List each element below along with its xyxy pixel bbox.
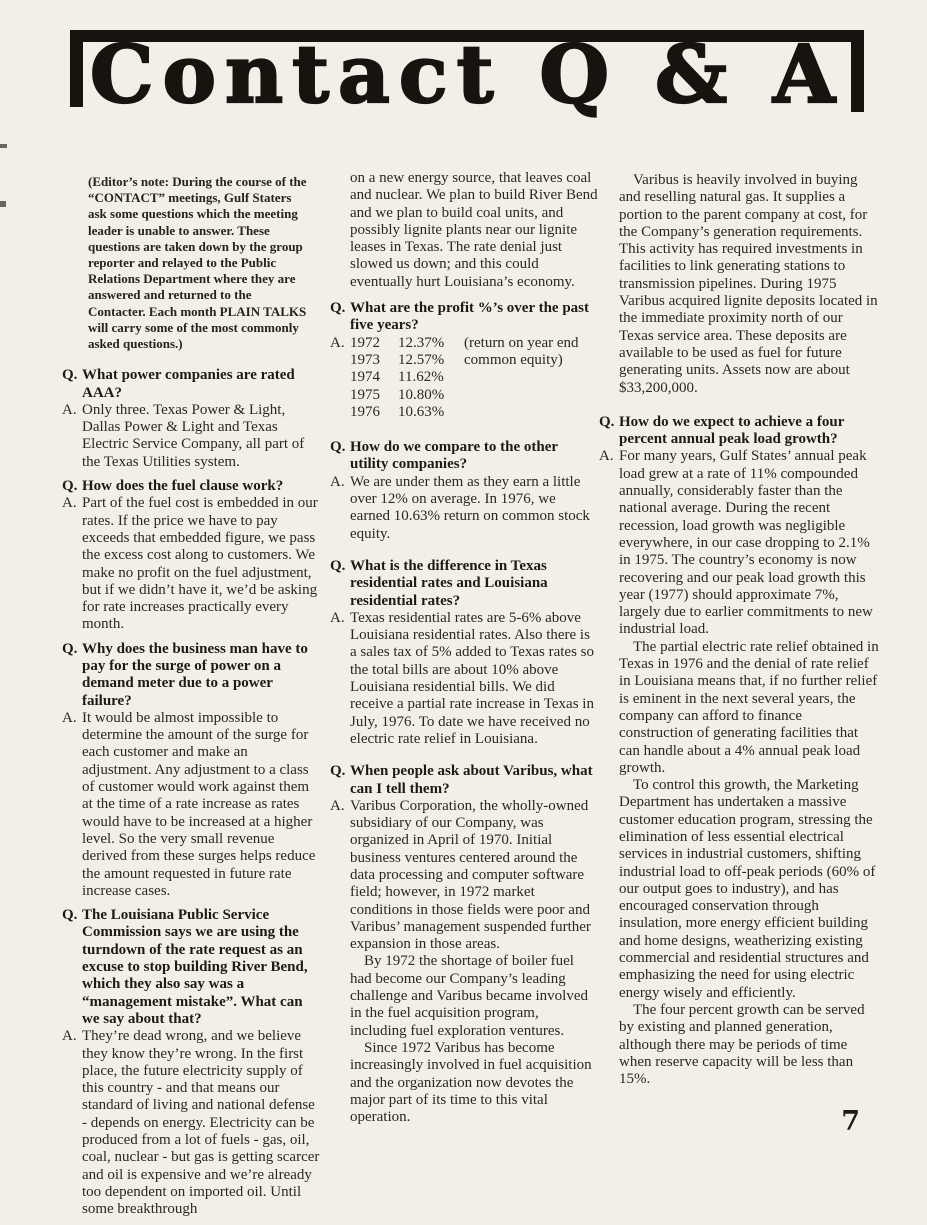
year-cell: 1973 xyxy=(350,351,380,368)
qa-block-varibus xyxy=(330,763,598,1126)
question-text: How does the fuel clause work? xyxy=(82,478,284,495)
table-row xyxy=(350,352,598,369)
question xyxy=(330,300,598,335)
answer-paragraph: The partial electric rate relief obtained in Texas in 1976 and the denial of rate relief in Louisiana means that, if no further relief is eminent in the next several years, the company can afford to finance construction of generating facilities that can handle about a 4% annual peak load growth. xyxy=(619,638,879,776)
answer xyxy=(62,710,320,900)
answer-text: For many years, Gulf States’ annual peak load grew at a rate of 11% compounded annually, considerably faster than the national average. During the recent recession, load growth was negligible everywhere, in our case dropping to 2.1% in 1975. The country’s economy is now recovering and our peak load growth this year (1977) should approximate 7%, largely due to earlier commitments to new industrial load. xyxy=(619,448,873,638)
note-cell xyxy=(464,387,598,404)
question xyxy=(62,907,320,1028)
q-label: Q. xyxy=(599,413,615,430)
a-label: A. xyxy=(599,448,614,465)
year-cell: 1974 xyxy=(350,369,380,386)
editors-note: (Editor’s note: During the course of the “CONTACT” meetings, Gulf Staters ask some questions which the meeting leader is unable to answer. These questions are taken down by the group reporter and relayed to the Public Relations Department where they are answered and returned to the Contacter. Each month PLAIN TALKS will carry some of the most commonly asked questions.) xyxy=(88,174,307,352)
answer-paragraph: To control this growth, the Marketing Department has undertaken a massive customer education program, stressing the elimination of less essential electrical services in industrial customers, shifting industrial load to off-peak periods (60% of our output goes to industry), and has encouraged conservation through insulation, more energy efficient building and home designs, weatherizing existing commercial and residential structures and emphasizing the need for using electric energy wisely and efficiently. xyxy=(619,777,876,1001)
table-row xyxy=(350,335,598,352)
qa-block-aaa-companies xyxy=(62,367,320,471)
q-label: Q. xyxy=(330,300,346,317)
qa-block-peak-load-growth xyxy=(599,414,879,1089)
qa-block-lpsc-river-bend xyxy=(62,907,320,1218)
qa-block-demand-meter-surge xyxy=(62,641,320,900)
question-text: What are the profit %’s over the past five years? xyxy=(350,300,590,334)
a-label: A. xyxy=(62,709,77,726)
qa-block-profit-percentages xyxy=(330,300,598,421)
a-label: A. xyxy=(62,495,77,512)
a-label: A. xyxy=(62,401,77,418)
answer-paragraph: Since 1972 Varibus has become increasingly involved in fuel acquisition and the organization now devotes the major part of its time to this vital operation. xyxy=(350,1039,592,1126)
answer xyxy=(330,474,598,543)
answer-text: We are under them as they earn a little over 12% on average. In 1976, we earned 10.63% return on common stock equity. xyxy=(350,473,590,542)
question-text: What is the difference in Texas residential rates and Louisiana residential rates? xyxy=(350,557,548,609)
column-2 xyxy=(330,170,598,1133)
note-cell: common equity) xyxy=(464,351,563,368)
table-row xyxy=(350,369,598,386)
a-label: A. xyxy=(330,797,345,814)
page-number: 7 xyxy=(841,1106,860,1137)
answer xyxy=(62,402,320,471)
profit-table xyxy=(330,335,598,421)
page-title: Contact Q & A xyxy=(89,27,845,121)
value-cell: 12.37% xyxy=(398,334,445,351)
answer-text: Varibus Corporation, the wholly-owned subsidiary of our Company, was organized in April of 1970. Initial business ventures centered around the data processing and computer software field; however, in 1972 market conditions in those fields were poor and Varibus’ management suspended further expansion in those areas. xyxy=(350,797,591,953)
scan-mark xyxy=(0,144,7,148)
a-label: A. xyxy=(330,609,345,626)
answer xyxy=(599,448,879,638)
q-label: Q. xyxy=(62,367,78,384)
answer xyxy=(62,1028,320,1218)
q-label: Q. xyxy=(62,478,78,495)
question xyxy=(62,641,320,710)
q-label: Q. xyxy=(330,557,346,574)
answer-paragraph: By 1972 the shortage of boiler fuel had become our Company’s leading challenge and Varibus became involved in the fuel acquisition program, including fuel exploration ventures. xyxy=(350,953,588,1039)
a-label: A. xyxy=(62,1028,77,1045)
table-row xyxy=(350,404,598,421)
answer-text: Part of the fuel cost is embedded in our rates. If the price we have to pay exceeds that embedded figure, we pass the excess cost along to customers. We make no profit on the fuel adjustment, but if we didn’t have it, we’d be asking for rate increases practically every month. xyxy=(82,495,318,633)
q-label: Q. xyxy=(330,763,346,780)
q-label: Q. xyxy=(62,907,78,924)
value-cell: 10.63% xyxy=(398,403,445,420)
a-label: A. xyxy=(330,473,345,490)
question-text: When people ask about Varibus, what can I tell them? xyxy=(350,763,593,797)
question xyxy=(330,763,598,798)
value-cell: 12.57% xyxy=(398,351,445,368)
note-cell xyxy=(464,404,598,421)
answer-paragraph: The four percent growth can be served by existing and planned generation, although there may be periods of time when reserve capacity will be less than 15%. xyxy=(619,1001,865,1088)
varibus-gas-paragraph: Varibus is heavily involved in buying and reselling natural gas. It supplies a portion to the parent company at cost, for the Company’s generation requirements. This activity has required investments in facilities to link generating stations to transmission pipelines. During 1975 Varibus acquired lignite deposits located in the immediate proximity north of our Texas service area. These deposits are available to be used as fuel for future generating units. Assets now are about $33,200,000. xyxy=(619,172,878,396)
question-text: What power companies are rated AAA? xyxy=(82,367,295,401)
question xyxy=(330,439,598,474)
note-cell: (return on year end xyxy=(464,334,579,351)
value-cell: 10.80% xyxy=(398,386,445,403)
question-text: Why does the business man have to pay for the surge of power on a demand meter due to a power failure? xyxy=(82,640,308,709)
a-label: A. xyxy=(330,334,345,351)
question xyxy=(62,478,320,495)
q-label: Q. xyxy=(330,439,346,456)
q-label: Q. xyxy=(62,640,78,657)
column-1 xyxy=(62,174,320,1225)
scan-mark xyxy=(0,201,6,207)
qa-block-texas-louisiana-rates xyxy=(330,558,598,748)
table-row xyxy=(350,387,598,404)
qa-block-utility-comparison xyxy=(330,439,598,543)
answer xyxy=(330,798,598,954)
answer-text: Only three. Texas Power & Light, Dallas Power & Light and Texas Electric Service Company, all part of the Texas Utilities system. xyxy=(82,401,305,470)
question xyxy=(599,414,879,449)
year-cell: 1975 xyxy=(350,386,380,403)
column-3 xyxy=(599,172,879,1095)
carryover-paragraph: on a new energy source, that leaves coal and nuclear. We plan to build River Bend and we plan to build coal units, and possibly lignite plants near our lignite leases in Texas. The rate denial just slowed us down; and this could eventually hurt Louisiana’s economy. xyxy=(350,170,598,290)
question xyxy=(330,558,598,610)
year-cell: 1976 xyxy=(350,403,380,420)
qa-block-fuel-clause xyxy=(62,478,320,634)
answer xyxy=(330,610,598,748)
question-text: How do we compare to the other utility companies? xyxy=(350,439,558,473)
note-cell xyxy=(464,369,598,386)
question-text: How do we expect to achieve a four percent annual peak load growth? xyxy=(619,413,845,448)
question-text: The Louisiana Public Service Commission says we are using the turndown of the rate request as an excuse to stop building River Bend, which they also say was a “management mistake”. What can we say about that? xyxy=(82,907,308,1027)
year-cell: 1972 xyxy=(350,334,380,351)
answer-text: Texas residential rates are 5-6% above Louisiana residential rates. Also there is a sales tax of 5% added to Texas rates so the total bills are about 10% above Louisiana residential bills. We did receive a partial rate increase in Texas in July, 1976. To date we have received no electric rate relief in Louisiana. xyxy=(350,609,595,747)
question xyxy=(62,367,320,402)
answer xyxy=(62,495,320,633)
answer-text: They’re dead wrong, and we believe they know they’re wrong. In the first place, the future electricity supply of this country - and that means our standard of living and national defense - depends on energy. Electricity can be produced from a lot of fuels - gas, oil, coal, nuclear - but gas is getting scarcer and oil is expensive and we’re already too dependent on imported oil. Until some breakthrough xyxy=(82,1028,320,1218)
answer-text: It would be almost impossible to determine the amount of the surge for each customer and make an adjustment. Any adjustment to a class of customer would work against them at the time of a rate increase as rates would have to be increased at a higher level. So the very small revenue derived from these surges helps reduce the amount requested in future rate increase cases. xyxy=(82,709,316,899)
value-cell: 11.62% xyxy=(398,369,444,386)
